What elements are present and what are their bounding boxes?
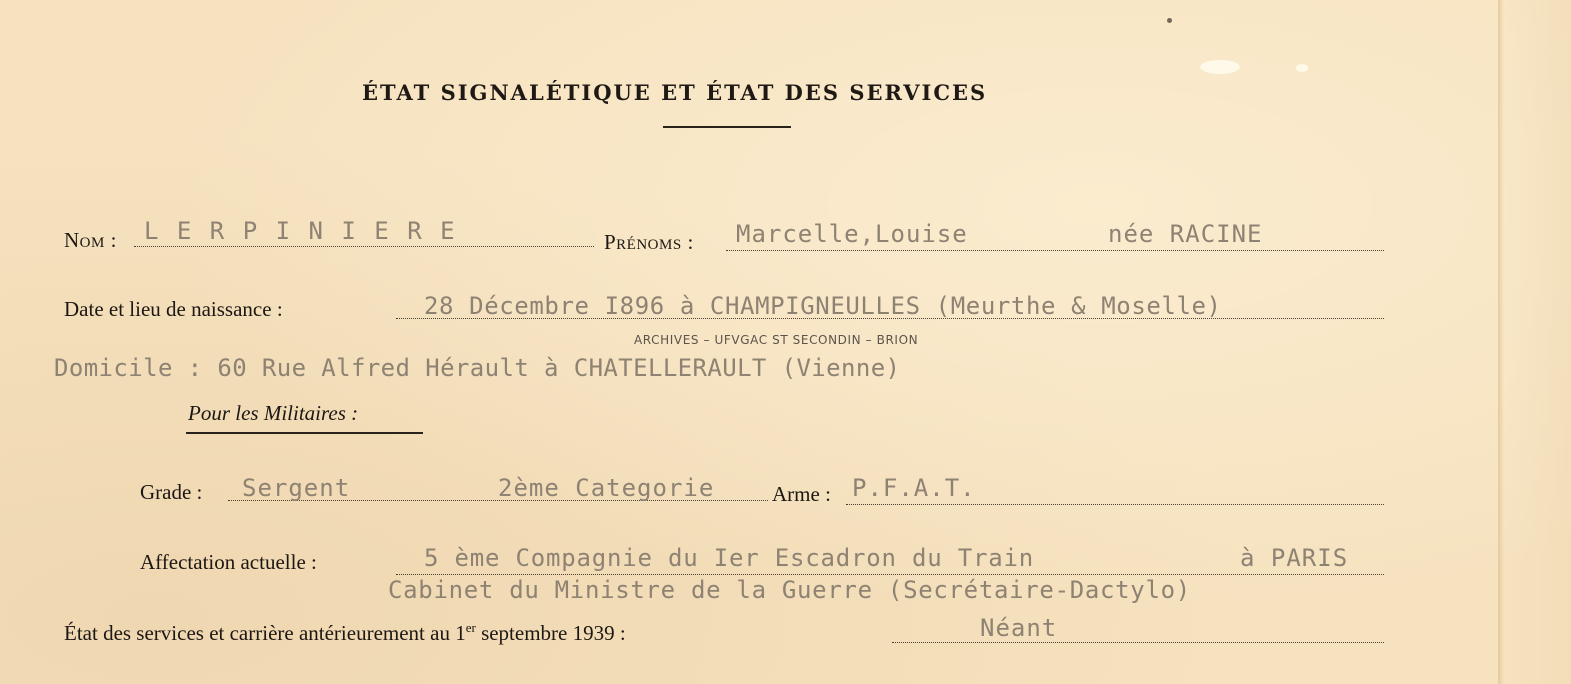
etat-services-value: Néant [980, 614, 1058, 642]
prenoms-dotted-line [726, 250, 1384, 251]
archive-watermark: ARCHIVES – UFVGAC ST SECONDIN – BRION [634, 333, 919, 347]
grade-label: Grade : [140, 480, 203, 504]
etat-services-label [64, 620, 626, 646]
paper-stain [1200, 60, 1240, 74]
prenoms-value: Marcelle,Louise [736, 220, 968, 248]
arme-value: P.F.A.T. [852, 474, 976, 502]
domicile-text: Domicile : 60 Rue Alfred Hérault à CHATELLERAULT (Vienne) [54, 354, 901, 382]
militaires-heading: Pour les Militaires : [188, 401, 359, 425]
naissance-value: 28 Décembre I896 à CHAMPIGNEULLES (Meurthe & Moselle) [424, 292, 1222, 320]
arme-dotted-line [846, 504, 1384, 505]
affectation-unit-value: 5 ème Compagnie du Ier Escadron du Train [424, 544, 1034, 572]
document-title: ÉTAT SIGNALÉTIQUE ET ÉTAT DES SERVICES [362, 80, 988, 105]
etat-services-label-text-end: septembre 1939 : [475, 621, 626, 645]
prenoms-label: Prénoms : [604, 230, 694, 254]
affectation-cabinet-value: Cabinet du Ministre de la Guerre (Secrétaire-Dactylo) [388, 576, 1191, 604]
page-fold-edge [1498, 0, 1571, 684]
paper-stain [1296, 64, 1308, 72]
paper-stain [1167, 18, 1172, 23]
naissance-label: Date et lieu de naissance : [64, 297, 283, 321]
grade-categorie-value: 2ème Categorie [498, 474, 715, 502]
nom-label: Nom : [64, 228, 117, 252]
affectation-label: Affectation actuelle : [140, 550, 317, 574]
arme-label: Arme : [772, 482, 831, 506]
nom-dotted-line [134, 246, 594, 247]
etat-services-label-text: État des services et carrière antérieurement au 1 [64, 621, 466, 645]
etat-services-dotted-line [892, 642, 1384, 643]
nom-value: L E R P I N I E R E [144, 217, 457, 245]
maiden-name-value: née RACINE [1108, 220, 1263, 248]
affectation-dotted-line [396, 574, 1384, 575]
militaires-underline [186, 432, 423, 434]
title-underline [663, 126, 791, 128]
grade-value: Sergent [242, 474, 351, 502]
etat-services-label-superscript: er [465, 620, 476, 635]
affectation-place-value: à PARIS [1240, 544, 1349, 572]
